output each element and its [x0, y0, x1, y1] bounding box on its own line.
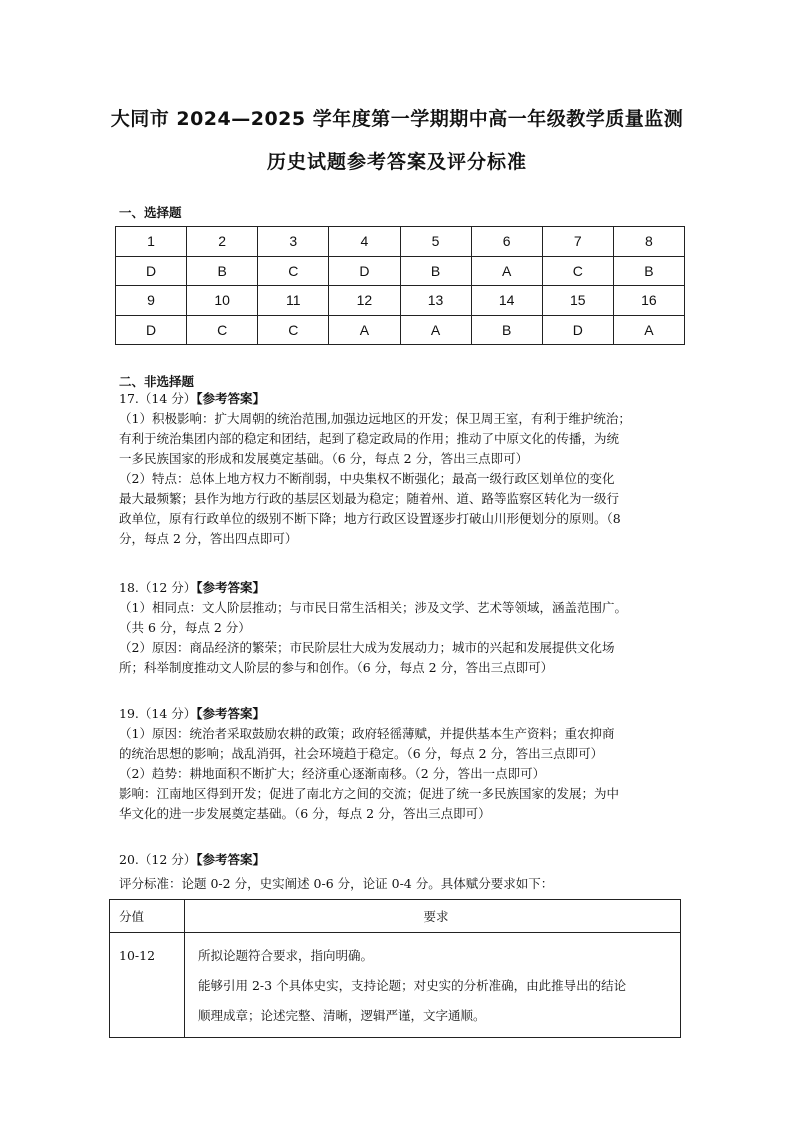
answer-cell: B [400, 256, 471, 286]
question-header [119, 850, 679, 870]
question-19 [119, 704, 679, 824]
answer-cell: C [187, 315, 258, 345]
answer-line: 最大最频繁；县作为地方行政的基层区划最为稳定；随着州、道、路等监察区转化为一级行 [119, 491, 620, 506]
document-title-line2: 历史试题参考答案及评分标准 [266, 151, 527, 173]
answer-cell: B [613, 256, 684, 286]
answer-line: （1）相同点：文人阶层推动；与市民日常生活相关；涉及文学、艺术等领域，涵盖范围广。 [119, 600, 627, 615]
question-number-row [116, 286, 685, 316]
section-heading-non-choice: 二、非选择题 [119, 374, 195, 389]
answer-line: 影响：江南地区得到开发；促进了南北方之间的交流；促进了统一多民族国家的发展；为中 [119, 786, 620, 801]
question-score: 20.（12 分） [119, 852, 197, 867]
answer-key-table [115, 226, 685, 345]
answer-line: 分，每点 2 分，答出四点即可） [119, 531, 298, 546]
answer-line: （1）原因：统治者采取鼓励农耕的政策；政府轻徭薄赋，并提供基本生产资料；重农抑商 [119, 726, 615, 741]
answer-tag: 【参考答案】 [196, 580, 266, 595]
question-number-cell: 2 [187, 227, 258, 257]
answer-line: （2）原因：商品经济的繁荣；市民阶层壮大成为发展动力；城市的兴起和发展提供文化场 [119, 640, 615, 655]
rubric-requirement-line: 能够引用 2-3 个具体史实，支持论题；对史实的分析准确，由此推导出的结论 [198, 978, 627, 993]
answer-line: 所；科举制度推动文人阶层的参与和创作。（6 分，每点 2 分，答出三点即可） [119, 660, 554, 675]
answer-cell: C [542, 256, 613, 286]
answer-line: 有利于统治集团内部的稳定和团结，起到了稳定政局的作用；推动了中原文化的传播，为统 [119, 431, 620, 446]
question-number-cell: 10 [187, 286, 258, 316]
question-header [119, 389, 679, 409]
answer-row [116, 256, 685, 286]
rubric-header-row [110, 900, 681, 933]
question-number-cell: 6 [471, 227, 542, 257]
question-number-row [116, 227, 685, 257]
question-number-cell: 12 [329, 286, 400, 316]
answer-cell: D [329, 256, 400, 286]
document-title-line1: 大同市 2024—2025 学年度第一学期期中高一年级教学质量监测 [110, 108, 684, 130]
rubric-requirement-line: 顺理成章；论述完整、清晰，逻辑严谨，文字通顺。 [198, 1008, 486, 1023]
answer-cell: D [542, 315, 613, 345]
question-header [119, 704, 679, 724]
question-20 [119, 850, 679, 870]
answer-tag: 【参考答案】 [196, 706, 266, 721]
scoring-criteria: 评分标准：论题 0-2 分，史实阐述 0-6 分，论证 0-4 分。具体赋分要求如下： [119, 876, 554, 891]
question-number-cell: 5 [400, 227, 471, 257]
answer-line: 政单位，原有行政单位的级别不断下降；地方行政区设置逐步打破山川形便划分的原则。（8 [119, 511, 621, 526]
question-score: 18.（12 分） [119, 580, 197, 595]
rubric-score-cell: 10-12 [110, 933, 185, 1038]
answer-cell: A [329, 315, 400, 345]
answer-tag: 【参考答案】 [196, 391, 266, 406]
answer-cell: D [116, 256, 187, 286]
rubric-requirement-line: 所拟论题符合要求，指向明确。 [198, 948, 374, 963]
question-number-cell: 4 [329, 227, 400, 257]
answer-row [116, 315, 685, 345]
question-number-cell: 11 [258, 286, 329, 316]
question-number-cell: 13 [400, 286, 471, 316]
answer-cell: A [400, 315, 471, 345]
answer-line: （2）趋势：耕地面积不断扩大；经济重心逐渐南移。（2 分，答出一点即可） [119, 766, 546, 781]
question-header [119, 578, 679, 598]
answer-cell: A [471, 256, 542, 286]
answer-line: （1）积极影响：扩大周朝的统治范围,加强边远地区的开发；保卫周王室，有利于维护统治； [119, 411, 631, 426]
question-number-cell: 3 [258, 227, 329, 257]
question-number-cell: 9 [116, 286, 187, 316]
answer-cell: A [613, 315, 684, 345]
answer-line: （共 6 分，每点 2 分） [119, 620, 251, 635]
question-number-cell: 15 [542, 286, 613, 316]
rubric-header-requirement: 要求 [185, 900, 681, 933]
question-17 [119, 389, 679, 549]
answer-tag: 【参考答案】 [196, 852, 266, 867]
answer-line: 一多民族国家的形成和发展奠定基础。（6 分，每点 2 分，答出三点即可） [119, 451, 529, 466]
question-number-cell: 7 [542, 227, 613, 257]
question-score: 17.（14 分） [119, 391, 197, 406]
answer-line: （2）特点：总体上地方权力不断削弱，中央集权不断强化；最高一级行政区划单位的变化 [119, 471, 615, 486]
answer-line: 华文化的进一步发展奠定基础。（6 分，每点 2 分，答出三点即可） [119, 806, 491, 821]
answer-cell: D [116, 315, 187, 345]
answer-cell: C [258, 256, 329, 286]
answer-cell: C [258, 315, 329, 345]
question-number-cell: 1 [116, 227, 187, 257]
question-number-cell: 14 [471, 286, 542, 316]
answer-cell: B [471, 315, 542, 345]
rubric-requirement-cell [185, 933, 681, 1038]
section-heading-multiple-choice: 一、选择题 [119, 205, 182, 220]
rubric-table [109, 899, 681, 1038]
question-number-cell: 8 [613, 227, 684, 257]
question-number-cell: 16 [613, 286, 684, 316]
rubric-row [110, 933, 681, 1038]
question-18 [119, 578, 679, 678]
answer-line: 的统治思想的影响；战乱消弭，社会环境趋于稳定。（6 分，每点 2 分，答出三点即可） [119, 746, 604, 761]
question-score: 19.（14 分） [119, 706, 197, 721]
rubric-header-score: 分值 [110, 900, 185, 933]
answer-cell: B [187, 256, 258, 286]
